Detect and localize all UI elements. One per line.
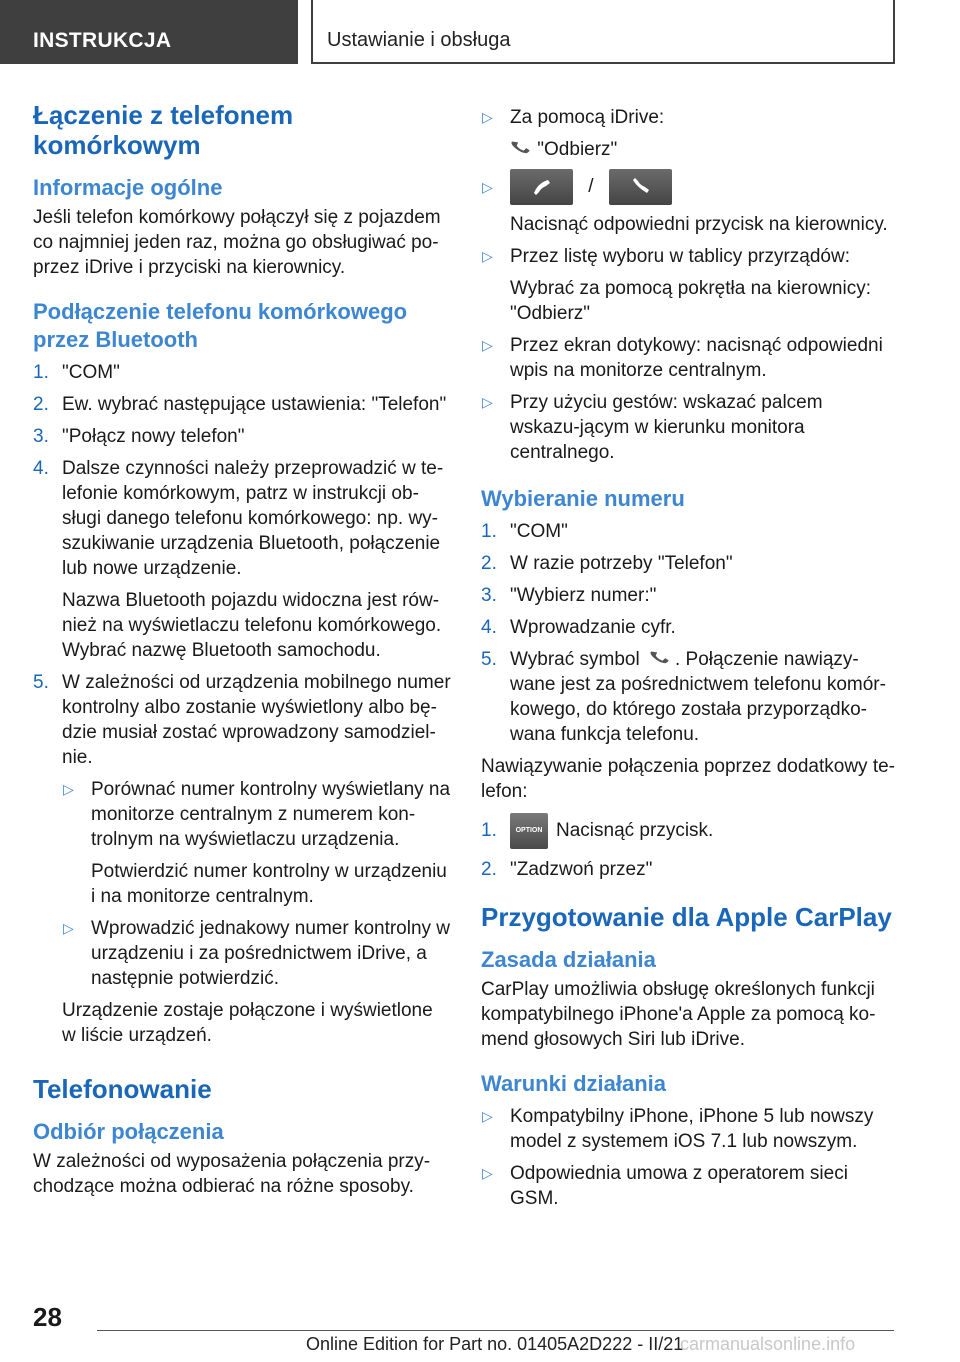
list-item: ▷ Odpowiednia umowa z operatorem sieci GSM. (482, 1163, 848, 1209)
list-item: 5. Wybrać symbol . Połączenie nawiązy-wane jest za pośrednictwem telefonu komór-kowego, do którego została przyporządko-wana funkcja telefonu. (481, 649, 886, 745)
heading-dialing: Wybieranie numeru (481, 486, 685, 511)
phone-icon (510, 137, 532, 157)
list-item: 2. "Zadzwoń przez" (481, 859, 653, 880)
heading-conditions: Warunki działania (481, 1071, 667, 1096)
extra-phone-text: Nawiązywanie połączenia poprzez dodatkowy te-lefon: (481, 756, 896, 802)
chapter-label: Ustawianie i obsługa (327, 29, 511, 51)
option-button-icon: OPTION (510, 813, 548, 849)
heading-bluetooth: Podłączenie telefonu komórkowego przez Bluetooth (33, 299, 408, 352)
principle-text: CarPlay umożliwia obsługę określonych funkcji kompatybilnego iPhone'a Apple za pomocą ko-mend głosowych Siri lub iDrive. (481, 979, 876, 1050)
list-item: 3. "Wybierz numer:" (481, 585, 657, 606)
condition-list (481, 1104, 896, 1211)
heading-telephoning: Telefonowanie (33, 1074, 212, 1104)
triangle-bullet-icon: ▷ (482, 179, 493, 195)
list-item: 4. Wprowadzanie cyfr. (481, 617, 676, 638)
list-item: ▷ Przez listę wyboru w tablicy przyrządów: Wybrać za pomocą pokrętła na kierownicy: "Odbierz" (482, 246, 871, 324)
list-item: 1. "COM" (481, 521, 568, 542)
list-item: ▷ / Nacisnąć odpowiedni przycisk na kierownicy. (481, 169, 896, 237)
extra-phone-steps (481, 812, 896, 882)
list-item: ▷ Przy użyciu gestów: wskazać palcem wskazu-jącym w kierunku monitora centralnego. (482, 392, 823, 463)
triangle-bullet-icon: ▷ (482, 109, 493, 125)
list-item: 5. W zależności od urządzenia mobilnego numer kontrolny albo zostanie wyświetlony albo bę-dzie musiał zostać wprowadzony samodziel-nie. ▷ Porównać numer kontrolny wyświetlany na monitorze centralnym z numerem kon-trolnym na wyświetlaczu urządzenia. Potwierdzić numer kontrolny w urządzeniu i na monitorze centralnym. ▷ Wprowadzić jednakowy numer kontrolny w urządzeniu i za pośrednictwem iDrive, a następnie potwierdzić. Urządzenie zostaje połączone i wyświetlone w liście urządzeń. (33, 672, 451, 1046)
list-item: ▷ Kompatybilny iPhone, iPhone 5 lub nowszy model z systemem iOS 7.1 lub nowszym. (482, 1106, 874, 1152)
bluetooth-steps (33, 360, 451, 1048)
answer-methods (481, 105, 896, 465)
list-item: 4. Dalsze czynności należy przeprowadzić w te-lefonie komórkowym, patrz w instrukcji ob-sługi danego telefonu komórkowego: np. wy-szukiwanie urządzenia Bluetooth, połączenie lub nowe urządzenie. Nazwa Bluetooth pojazdu widoczna jest rów-nież na wyświetlaczu telefonu komórkowego. Wybrać nazwę Bluetooth samochodu. (33, 458, 444, 661)
triangle-bullet-icon: ▷ (482, 337, 493, 353)
heading-principle: Zasada działania (481, 947, 656, 972)
list-item: ▷ Porównać numer kontrolny wyświetlany na monitorze centralnym z numerem kon-trolnym na wyświetlaczu urządzenia. Potwierdzić numer kontrolny w urządzeniu i na monitorze centralnym. (63, 779, 451, 907)
left-column (33, 100, 451, 1199)
answer-call-text: W zależności od wyposażenia połączenia przy-chodzące można odbierać na różne sposoby. (33, 1151, 431, 1197)
chapter-tab (311, 0, 895, 64)
heading-carplay: Przygotowanie dla Apple CarPlay (481, 902, 892, 932)
heading-answer-call: Odbiór połączenia (33, 1119, 224, 1144)
footer-divider (97, 1330, 894, 1331)
end-call-button-icon (609, 169, 672, 205)
list-item: ▷ Wprowadzić jednakowy numer kontrolny w urządzeniu i za pośrednictwem iDrive, a następnie potwierdzić. (63, 918, 451, 989)
general-info-text: Jeśli telefon komórkowy połączył się z pojazdem co najmniej jeden raz, można go obsługiwać po-przez iDrive i przyciski na kierownicy. (33, 207, 441, 278)
heading-general-info: Informacje ogólne (33, 175, 223, 200)
triangle-bullet-icon: ▷ (482, 1165, 493, 1181)
triangle-bullet-icon: ▷ (482, 1108, 493, 1124)
heading-phone-connection: Łączenie z telefonem komórkowym (33, 100, 294, 160)
section-tab (0, 0, 298, 64)
accept-call-button-icon (510, 169, 573, 205)
list-item: 1. OPTION Nacisnąć przycisk. (481, 812, 896, 850)
list-item: 1. "COM" (33, 362, 120, 383)
page-number: 28 (33, 1302, 62, 1332)
list-item: 3. "Połącz nowy telefon" (33, 426, 245, 447)
triangle-bullet-icon: ▷ (482, 248, 493, 264)
phone-icon (645, 647, 675, 667)
triangle-bullet-icon: ▷ (63, 781, 74, 797)
right-column (481, 100, 896, 1218)
list-item: ▷ Za pomocą iDrive: "Odbierz" (482, 107, 665, 160)
list-item: ▷ Przez ekran dotykowy: nacisnąć odpowiedni wpis na monitorze centralnym. (482, 335, 883, 381)
edition-text: Online Edition for Part no. 01405A2D222 - II/21 (306, 1334, 684, 1354)
list-item: 2. W razie potrzeby "Telefon" (481, 553, 733, 574)
section-label: INSTRUKCJA (33, 29, 172, 52)
watermark: carmanualsonline.info (680, 1334, 856, 1354)
list-item: 2. Ew. wybrać następujące ustawienia: "Telefon" (33, 394, 447, 415)
triangle-bullet-icon: ▷ (482, 394, 493, 410)
dial-steps (481, 519, 896, 747)
triangle-bullet-icon: ▷ (63, 920, 74, 936)
